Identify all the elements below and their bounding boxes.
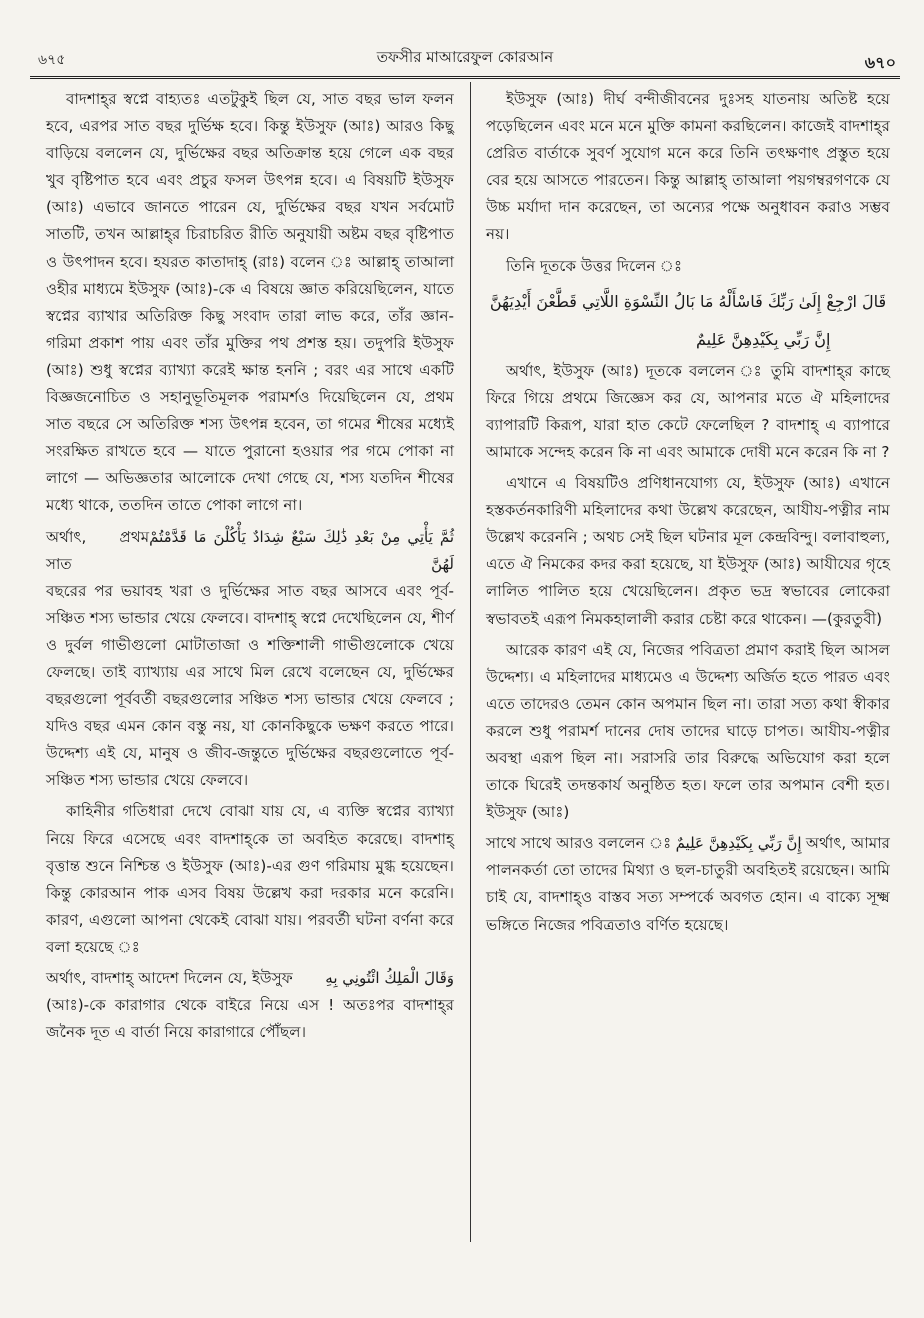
- arabic-verse-line: [486, 830, 890, 857]
- paragraph: কাহিনীর গতিধারা দেখে বোঝা যায় যে, এ ব্যক্তি স্বপ্নের ব্যাখ্যা নিয়ে ফিরে এসেছে এবং বাদশাহ্‌কে তা অবহিত করেছে। বাদশাহ্ বৃত্তান্ত শুনে নিশ্চিন্ত ও ইউসুফ (আঃ)-এর গুণ গরিমায় মুগ্ধ হয়েছেন। কিন্তু কোরআন পাক এসব বিষয় উল্লেখ করা দরকার মনে করেনি। কারণ, এগুলো আপনা থেকেই বোঝা যায়। পরবর্তী ঘটনা বর্ণনা করে বলা হয়েছে ঃ: [46, 802, 454, 956]
- paragraph: অর্থাৎ, ইউসুফ (আঃ) দূতকে বললেন ঃ তুমি বাদশাহ্‌র কাছে ফিরে গিয়ে প্রথমে জিজ্ঞেস কর যে, আপনার মতে ঐ মহিলাদের ব্যাপারটি কিরূপ, যারা হাত কেটে ফেলেছিল ? বাদশাহ্ এ ব্যাপারে আমাকে সন্দেহ করেন কি না এবং আমাকে দোষী মনে করেন কি না ?: [486, 361, 890, 461]
- arabic-verse: إِنَّ رَبِّي بِكَيْدِهِنَّ عَلِيمٌ: [675, 834, 802, 853]
- arabic-verse: إِنَّ رَبِّي بِكَيْدِهِنَّ عَلِيمٌ: [696, 329, 831, 349]
- arabic-verse: وَقَالَ الْمَلِكُ ائْتُونِي بِهِ: [325, 969, 454, 987]
- arabic-verse-line: [46, 524, 454, 578]
- paragraph: বাদশাহ্‌র স্বপ্নে বাহ্যতঃ এতটুকুই ছিল যে, সাত বছর ভাল ফলন হবে, এরপর সাত বছর দুর্ভিক্ষ হবে। কিন্তু ইউসুফ (আঃ) আরও কিছু বাড়িয়ে বললেন যে, দুর্ভিক্ষের বছর অতিক্রান্ত হয়ে গেলে এক বছর খুব বৃষ্টিপাত হবে এবং প্রচুর ফসল উৎপন্ন হবে। এ বিষয়টি ইউসুফ (আঃ) এভাবে জানতে পারেন যে, দুর্ভিক্ষের বছর যখন সর্বমোট সাতটি, তখন আল্লাহ্‌র চিরাচরিত রীতি অনুযায়ী অষ্টম বছর বৃষ্টিপাত ও উৎপাদন হবে। হযরত কাতাদাহ্ (রাঃ) বলেন ঃ আল্লাহ্ তাআলা ওহীর মাধ্যমে ইউসুফ (আঃ)-কে এ বিষয়ে জ্ঞাত করিয়েছিলেন, যাতে স্বপ্নের ব্যাখার অতিরিক্ত কিছু সংবাদ তারা লাভ করে, তাঁর জ্ঞান-গরিমা প্রকাশ পায় এবং তাঁর মুক্তির পথ প্রশস্ত হয়। তদুপরি ইউসুফ (আঃ) শুধু স্বপ্নের ব্যাখ্যা করেই ক্ষান্ত হননি ; বরং এর সাথে একটি বিজ্ঞজনোচিত ও সহানুভূতিমূলক পরামর্শও দিয়েছিলেন যে, প্রথম সাত বছরে সে অতিরিক্ত শস্য উৎপন্ন হবেন, তা গমের শীষের মধ্যেই সংরক্ষিত রাখতে হবে — যাতে পুরানো হওয়ার পর গমে পোকা না লাগে — অভিজ্ঞতার আলোকে দেখা গেছে যে, শস্য যতদিন শীষের মধ্যে থাকে, ততদিন তাতে পোকা লাগে না।: [46, 90, 454, 515]
- verse-translation-start: অর্থাৎ, বাদশাহ্ আদেশ দিলেন যে, ইউসুফ: [46, 969, 293, 987]
- verse-lead: সাথে সাথে আরও বললেন ঃ: [486, 834, 672, 853]
- paragraph: বছরের পর ভয়াবহ খরা ও দুর্ভিক্ষের সাত বছর আসবে এবং পূর্ব-সঞ্চিত শস্য ভান্ডার খেয়ে ফেলবে। বাদশাহ্ স্বপ্নে দেখেছিলেন যে, শীর্ণ ও দুর্বল গাভীগুলো মোটাতাজা ও শক্তিশালী গাভীগুলোকে খেয়ে ফেলছে। তাই ব্যাখ্যায় এর সাথে মিল রেখে বলেছেন যে, দুর্ভিক্ষের বছরগুলো পূর্ববর্তী বছরগুলোর সঞ্চিত শস্য ভান্ডার খেয়ে ফেলবে ; যদিও বছর এমন কোন বস্তু নয়, যা কোনকিছুকে ভক্ষণ করতে পারে। উদ্দেশ্য এই যে, মানুষ ও জীব-জন্তুতে দুর্ভিক্ষের বছরগুলোতে পূর্ব-সঞ্চিত শস্য ভান্ডার খেয়ে ফেলবে।: [46, 581, 454, 790]
- page-number-right: ৬৭০: [864, 53, 896, 72]
- running-title: তফসীর মাআরেফুল কোরআন: [376, 48, 554, 66]
- paragraph: (আঃ)-কে কারাগার থেকে বাইরে নিয়ে এস ! অতঃপর বাদশাহ্‌র জনৈক দূত এ বার্তা নিয়ে কারাগারে পৌঁছল।: [46, 996, 454, 1042]
- paragraph: তিনি দূতকে উত্তর দিলেন ঃ: [506, 256, 683, 275]
- arabic-verse: قَالَ ارْجِعْ إِلَىٰ رَبِّكَ فَاسْأَلْهُ مَا بَالُ النِّسْوَةِ اللَّاتِي قَطَّعْنَ أَيْدِيَهُنَّ: [489, 291, 887, 311]
- verse-translation-start: অর্থাৎ, আমার: [805, 834, 890, 853]
- left-column: [46, 86, 454, 1050]
- paragraph: এখানে এ বিষয়টিও প্রণিধানযোগ্য যে, ইউসুফ (আঃ) এখানে হস্তকর্তনকারিণী মহিলাদের কথা উল্লেখ করেছেন, আযীয-পত্নীর নাম উল্লেখ করেননি ; অথচ সেই ছিল ঘটনার মূল কেন্দ্রবিন্দু। বলাবাহুল্য, এতে ঐ নিমকের কদর করা হয়েছে, যা ইউসুফ (আঃ) আযীযের গৃহে লালিত পালিত হয়ে খেয়েছিলেন। প্রকৃত ভদ্র স্বভাবের লোকেরা স্বভাবতই এরূপ নিমকহালালী করার চেষ্টা করে থাকেন। —(কুরতুবী): [486, 474, 890, 628]
- arabic-verse-line: [46, 965, 454, 992]
- paragraph: আরেক কারণ এই যে, নিজের পবিত্রতা প্রমাণ করাই ছিল আসল উদ্দেশ্য। এ মহিলাদের মাধ্যমেও এ উদ্দেশ্য অর্জিত হতে পারত এবং এতে তাদেরও তেমন কোন অপমান ছিল না। তারা সত্য কথা স্বীকার করলে শুধু পরামর্শ দানের দোষ তাদের ঘাড়ে চাপত। আযীয-পত্নীর অবস্থা এরূপ ছিল না। সরাসরি তার বিরুদ্ধে অভিযোগ করা হলে তাকে ঘিরেই তদন্তকার্য অনুষ্ঠিত হত। ফলে তার অপমান বেশী হত। ইউসুফ (আঃ): [486, 640, 890, 822]
- paragraph: পালনকর্তা তো তাদের মিথ্যা ও ছল-চাতুরী অবহিতই রয়েছেন। আমি চাই যে, বাদশাহ্ও বাস্তব সত্য সম্পর্কে অবগত হোন। এ বাক্যে সূক্ষ্ম ভঙ্গিতে নিজের পবিত্রতাও বর্ণিত হয়েছে।: [486, 861, 890, 934]
- page-number-left: ৬৭৫: [38, 52, 66, 68]
- right-column: [486, 86, 890, 943]
- arabic-verse: ثُمَّ يَأْتِي مِنْ بَعْدِ ذَٰلِكَ سَبْعٌ شِدَادٌ يَأْكُلْنَ مَا قَدَّمْتُمْ لَهُنَّ: [149, 527, 454, 573]
- header-rule: [30, 76, 900, 79]
- page-header: [30, 42, 900, 76]
- paragraph: ইউসুফ (আঃ) দীর্ঘ বন্দীজীবনের দুঃসহ যাতনায় অতিষ্ট হয়ে পড়েছিলেন এবং মনে মনে মুক্তি কামনা করছিলেন। কাজেই বাদশাহ্‌র প্রেরিত বার্তাকে সুবর্ণ সুযোগ মনে করে তিনি তৎক্ষণাৎ প্রস্তুত হয়ে বের হয়ে আসতে পারতেন। কিন্তু আল্লাহ্ তাআলা পয়গম্বরগণকে যে উচ্চ মর্যাদা দান করেছেন, তা অন্যের পক্ষে অনুধাবন করাও সম্ভব নয়।: [486, 90, 890, 244]
- column-divider: [470, 82, 471, 1242]
- verse-translation-start: অর্থাৎ, প্রথম সাত: [46, 527, 150, 573]
